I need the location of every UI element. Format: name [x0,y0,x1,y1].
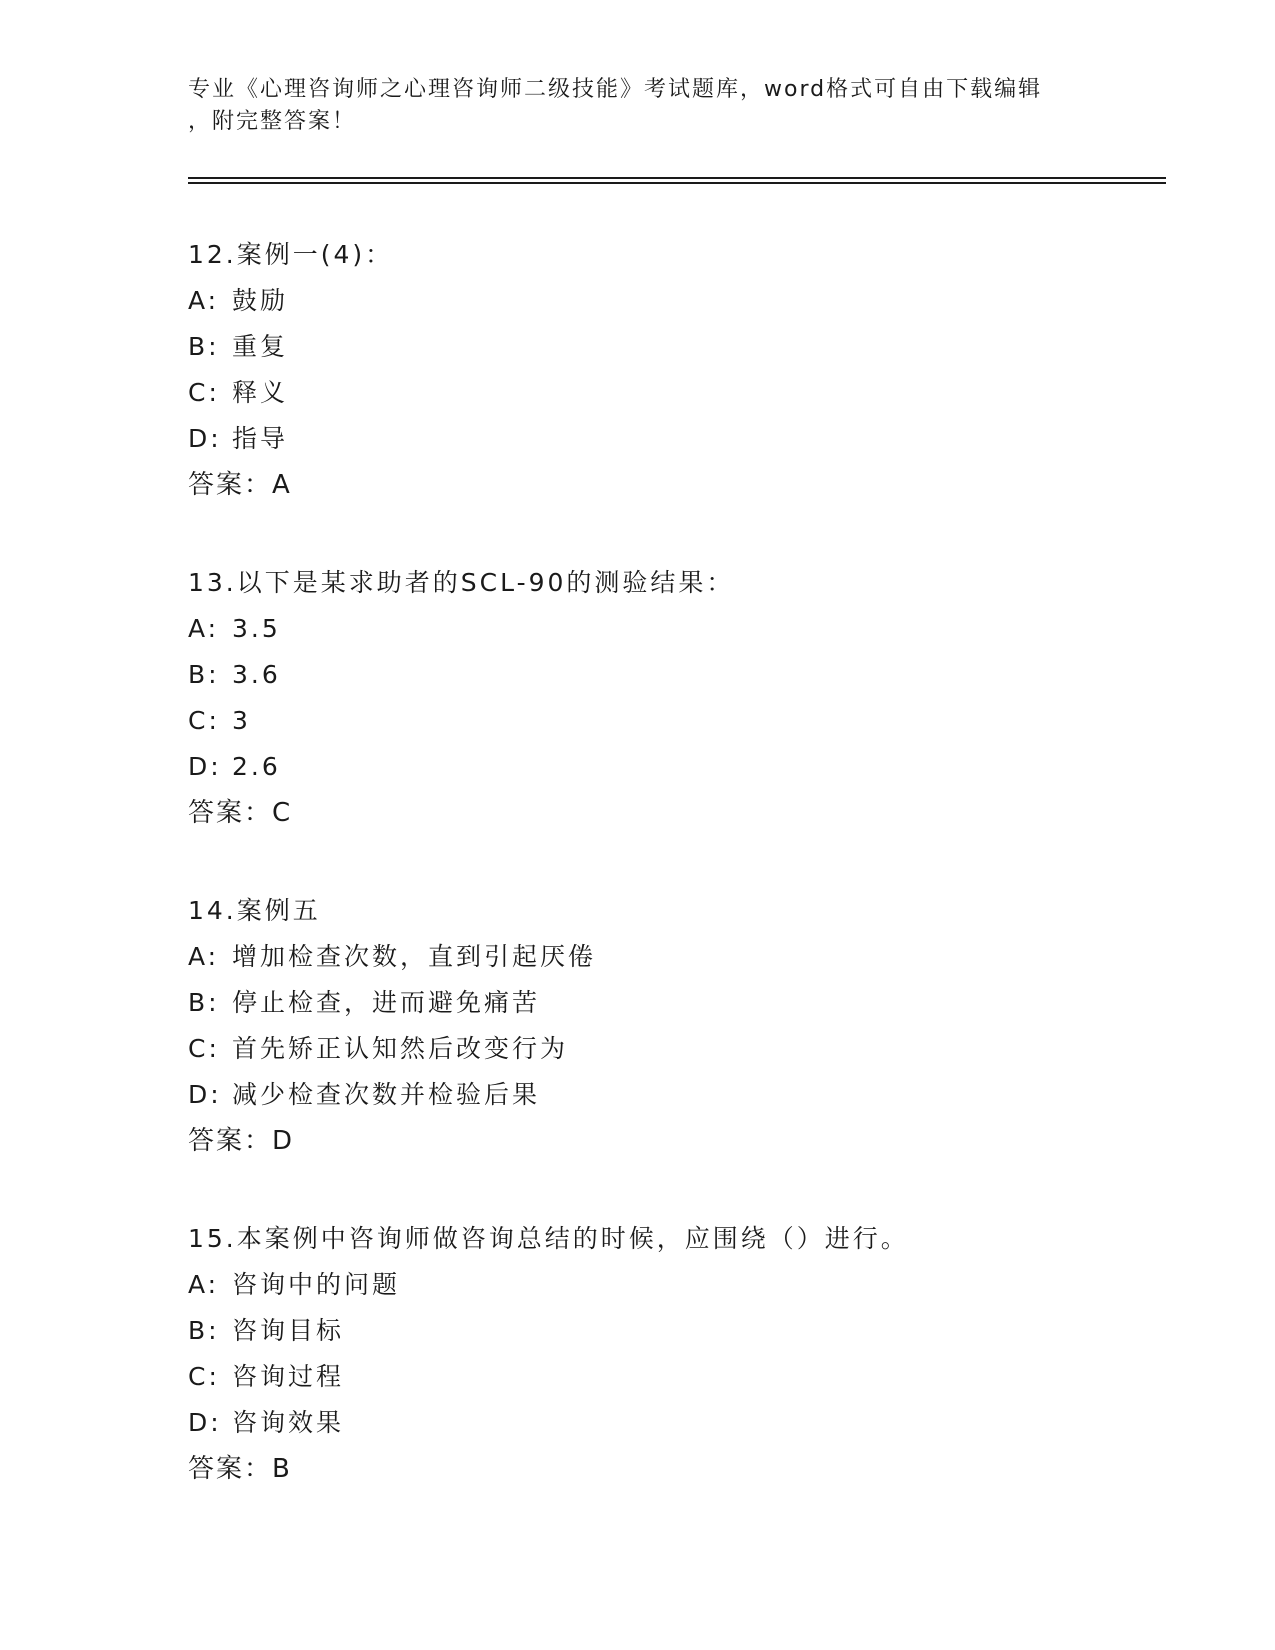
option-text: 3.5 [232,614,281,643]
option-letter: D: [188,752,222,781]
option-b [188,1308,1148,1354]
header-title-line-2: ，附完整答案！ [188,109,357,134]
option-text: 2.6 [232,752,281,781]
option-text: 咨询中的问题 [232,1270,401,1299]
option-text: 释义 [232,378,289,407]
question-stem: 15.本案例中咨询师做咨询总结的时候，应围绕（）进行。 [188,1224,909,1253]
option-text: 重复 [232,332,289,361]
question-stem: 14.案例五 [188,896,321,925]
answer-line: 答案：B [188,1454,292,1484]
option-letter: C: [188,378,220,407]
question-13 [188,560,1148,836]
option-c [188,370,1148,416]
question-list [188,232,1148,1544]
answer-line: 答案：A [188,470,292,500]
option-text: 停止检查，进而避免痛苦 [232,988,541,1017]
option-d [188,1072,1148,1118]
option-letter: B: [188,988,220,1017]
option-a [188,606,1148,652]
option-letter: A: [188,286,220,315]
question-stem: 13.以下是某求助者的SCL-90的测验结果： [188,568,735,597]
option-d [188,744,1148,790]
header-divider-top [188,177,1166,179]
option-text: 减少检查次数并检验后果 [232,1080,541,1109]
option-text: 指导 [232,424,289,453]
option-letter: C: [188,1362,220,1391]
option-d [188,1400,1148,1446]
option-b [188,980,1148,1026]
option-b [188,324,1148,370]
option-a [188,934,1148,980]
option-c [188,698,1148,744]
option-letter: B: [188,332,220,361]
option-c [188,1026,1148,1072]
option-text: 3 [232,706,251,735]
option-letter: C: [188,706,220,735]
option-letter: B: [188,1316,220,1345]
option-text: 咨询效果 [232,1408,345,1437]
option-letter: A: [188,614,220,643]
option-letter: D: [188,1080,222,1109]
header-divider-bottom [188,182,1166,184]
option-c [188,1354,1148,1400]
option-letter: C: [188,1034,220,1063]
option-a [188,278,1148,324]
option-letter: B: [188,660,220,689]
header-title-line-1: 专业《心理咨询师之心理咨询师二级技能》考试题库，word格式可自由下载编辑 [188,77,1043,102]
option-a [188,1262,1148,1308]
option-text: 咨询过程 [232,1362,345,1391]
question-12 [188,232,1148,508]
answer-line: 答案：C [188,798,293,828]
option-text: 鼓励 [232,286,289,315]
answer-line: 答案：D [188,1126,295,1156]
option-letter: A: [188,1270,220,1299]
document-header [188,74,1088,138]
question-stem: 12.案例一(4)： [188,240,394,269]
option-text: 咨询目标 [232,1316,345,1345]
option-d [188,416,1148,462]
question-14 [188,888,1148,1164]
option-b [188,652,1148,698]
option-letter: D: [188,1408,222,1437]
option-letter: A: [188,942,220,971]
option-text: 3.6 [232,660,281,689]
question-15 [188,1216,1148,1492]
option-letter: D: [188,424,222,453]
option-text: 首先矫正认知然后改变行为 [232,1034,569,1063]
option-text: 增加检查次数，直到引起厌倦 [232,942,597,971]
